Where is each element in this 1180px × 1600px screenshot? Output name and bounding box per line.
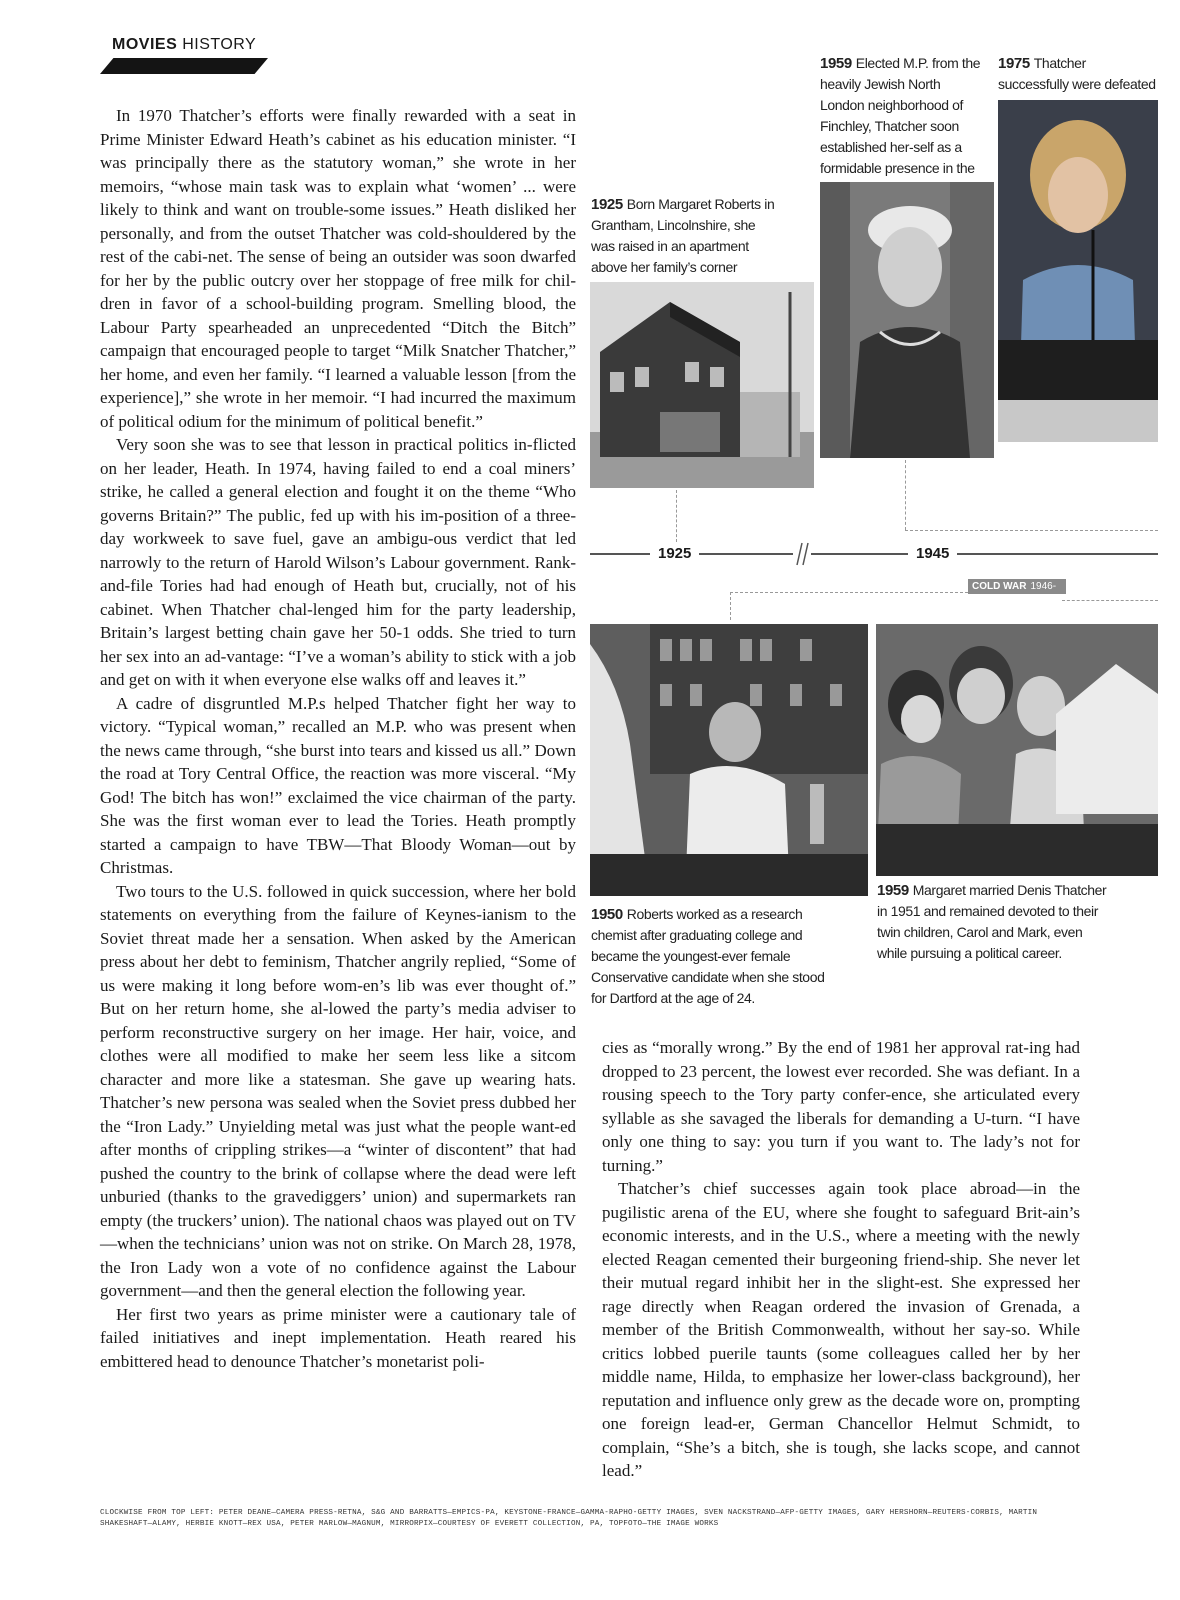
paragraph: A cadre of disgruntled M.P.s helped Thatcher fight her way to victory. “Typical woman,” recalled an M.P. who was present when the news came through, “she burst into tears and kissed us all.” Down the road at Tory Central Office, the reaction was more visceral. “My God! The bitch has won!” exclaimed the vice chairman of the party. She was the first woman ever to lead the Tories. Heath promptly started a campaign to have TBW—That Bloody Woman—out by Christmas. (100, 693, 576, 877)
paragraph: Two tours to the U.S. followed in quick succession, where her bold statements on everything from the failure of Keynes-ianism to the Soviet threat made her a sensation. When asked by the American press about her debt to feminism, Thatcher angrily replied, “Some of us were making it long before wom-en’s lib was ever thought of.” But on her return home, she al-lowed the party’s media adviser to perform reconstructive surgery on her image. Her hair, voice, and clothes were all modified to make her seem less like a sitcom character and more like a statesman. She gave up wearing hats. Thatcher’s new persona was sealed when the Soviet press dubbed her the “Iron Lady.” Unyielding metal was just what the people want-ed after months of crippling strikes—a “winter of discontent” that had pushed the country to the brink of collapse where the dead were left unburied (thanks to the gravediggers’ union) and supermarkets ran empty (the truckers’ union). The national chaos was played out on TV—when the technicians’ union was not on strike. On March 28, 1978, the Iron Lady won a vote of no confidence against the Labour government—and then the general election the following year. (100, 881, 576, 1300)
caption-year: 1975 (998, 55, 1030, 72)
photo-1950-lab (590, 624, 868, 896)
section-label: MOVIES (112, 36, 178, 53)
band-label: COLD WAR (972, 581, 1027, 592)
paragraph: Her first two years as prime minister were a cautionary tale of failed initiatives and inept implementation. Heath reared his embittered head to denounce Thatcher’s monetarist poli- (100, 1304, 576, 1371)
caption-1950 (591, 904, 841, 1009)
timeline-break-icon (793, 541, 811, 567)
caption-year: 1959 (820, 55, 852, 72)
paragraph: In 1970 Thatcher’s efforts were finally rewarded with a seat in Prime Minister Edward Heath’s cabinet as his education minister. “I was principally there as the statutory woman,” she wrote in her memoirs, “whose main task was to explain what ‘women’ ... were likely to think and want on trouble-some issues.” Heath disliked her personally, and from the outset Thatcher was cold-shouldered by the rest of the cabi-net. The sense of being an outsider was soon dwarfed for her by the public outcry over her stoppage of free milk for chil-dren in favor of a school-building program. Smelling blood, the Labour Party spearheaded an unprecedented “Ditch the Bitch” campaign that encouraged people to target “Milk Snatcher Thatcher,” her home, and even her family. “I learned a valuable lesson [from the experience],” she wrote in her memoir. “I had incurred the maximum of political odium for the minimum of political benefit.” (100, 106, 576, 431)
timeline-connector (905, 460, 906, 530)
section-header (112, 36, 256, 54)
cold-war-band (968, 579, 1066, 607)
caption-year: 1925 (591, 196, 623, 213)
caption-1959-family (877, 880, 1107, 964)
photo-credits: CLOCKWISE FROM TOP LEFT: PETER DEANE—CAMERA PRESS-RETNA, S&G AND BARRATTS—EMPICS-PA, KEYSTONE-FRANCE—GAMMA-RAPHO-GETTY IMAGES, SVEN NACKSTRAND—AFP-GETTY IMAGES, GARY HERSHORN—REUTERS-CORBIS, MARTIN SHAKESHAFT—ALAMY, HERBIE KNOTT—REX USA, PETER MARLOW—MAGNUM, MIRRORPIX—COURTESY OF EVERETT COLLECTION, PA, TOPFOTO—THE IMAGE WORKS (100, 1509, 1038, 1528)
article-column-right (602, 1036, 1080, 1483)
caption-text: Elected M.P. from the heavily Jewish North London neighborhood of Finchley, Thatcher soon established her-self as a formidable presence in the (820, 55, 981, 176)
photo-1959-family (876, 624, 1158, 876)
paragraph: Thatcher’s chief successes again took place abroad—in the pugilistic arena of the EU, where she fought to safeguard Brit-ain’s economic interests, and in the U.S., where a meeting with the newly elected Reagan cemented their burgeoning friend-ship. She never let their mutual regard inhibit her in the slight-est. She expressed her rage directly when Reagan ordered the invasion of Grenada, a member of the British Commonwealth, without her say-so. While critics lobbed puerile taunts (some colleagues called her by her middle name, Hilda, to emphasize her lower-class background), her reputation and influence only grew as the decade wore on, prompting one foreign lead-er, German Chancellor Helmut Schmidt, to complain, “She’s a bitch, she is tough, she lacks scope, and cannot lead.” (602, 1179, 1080, 1480)
caption-year: 1950 (591, 906, 623, 923)
timeline-connector (1062, 600, 1158, 601)
photo-grocery-store (590, 282, 814, 488)
timeline-connector (676, 490, 677, 542)
timeline-year-1925: 1925 (650, 545, 699, 562)
caption-text: Thatcher successfully were defeated (998, 55, 1156, 92)
photo-1959-portrait (820, 182, 994, 458)
caption-text: Roberts worked as a research chemist after graduating college and became the youngest-ever female Conservative candidate when she stood for Dartford at the age of 24. (591, 906, 825, 1006)
timeline-year-1945: 1945 (908, 545, 957, 562)
caption-year: 1959 (877, 882, 909, 899)
band-range: 1946-91 (972, 581, 1057, 607)
timeline-connector (730, 592, 968, 593)
header-rule (100, 58, 268, 74)
timeline-connector (905, 530, 1158, 531)
photo-1975-podium (998, 100, 1158, 442)
caption-1959-elected (820, 53, 988, 200)
subsection-label: HISTORY (182, 36, 257, 53)
article-column-left (100, 104, 576, 1373)
timeline-connector (730, 592, 731, 620)
paragraph: cies as “morally wrong.” By the end of 1981 her approval rat-ing had dropped to 23 percent, the lowest ever recorded. She was defiant. In a rousing speech to the Tory party confer-ence, she articulated every syllable as she savaged the liberals for demanding a U-turn. “I have only one thing to say: you turn if you want to. The lady’s not for turning.” (602, 1038, 1080, 1175)
caption-text: Born Margaret Roberts in Grantham, Lincolnshire, she was raised in an apartment above her family’s corner (591, 196, 775, 275)
paragraph: Very soon she was to see that lesson in practical politics in-flicted on her leader, Heath. In 1974, having failed to end a coal miners’ strike, he called a general election and fought it on the theme “Who governs Britain?” The public, fed up with his im-position of a three-day workweek to save fuel, gave an ambigu-ous verdict that led narrowly to the return of Harold Wilson’s Labour government. Rank-and-file Tories had had enough of Heath but, crucially, not of his cabinet. When Thatcher chal-lenged him for the party leadership, Britain’s largest betting chain gave her 50-1 odds. She tried to turn her sex into an ad-vantage: “I’ve a woman’s ability to stick with a job and get on with it when everyone else walks off and leaves it.” (100, 435, 576, 689)
caption-text: Margaret married Denis Thatcher in 1951 and remained devoted to their twin children, Carol and Mark, even while pursuing a political career. (877, 882, 1107, 961)
